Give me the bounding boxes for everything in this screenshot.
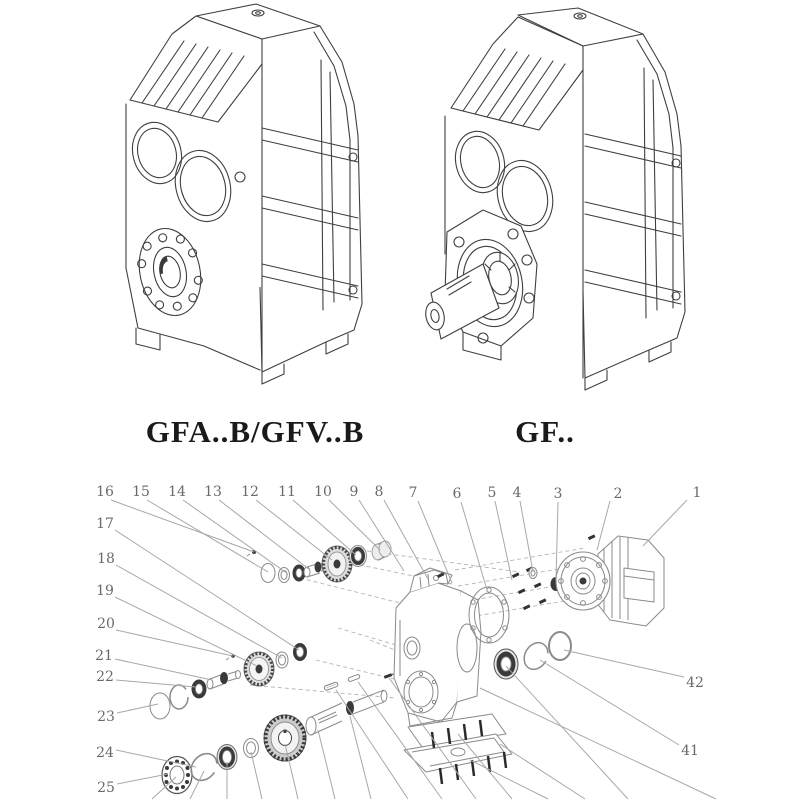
callout-number-10: 10 bbox=[314, 484, 332, 500]
leader-line-14 bbox=[183, 500, 288, 574]
callout-number-20: 20 bbox=[97, 616, 115, 632]
callout-number-18: 18 bbox=[97, 551, 115, 567]
leader-line-6 bbox=[461, 502, 487, 590]
callout-number-2: 2 bbox=[613, 486, 623, 502]
leader-line-17 bbox=[115, 530, 299, 650]
gearbox-drawing-gfab bbox=[108, 2, 398, 398]
bearing bbox=[293, 643, 307, 661]
input-bore-1 bbox=[449, 126, 511, 198]
bearing bbox=[293, 565, 306, 582]
washer bbox=[529, 568, 537, 579]
leader-line-42 bbox=[564, 650, 684, 677]
callout-number-25: 25 bbox=[97, 780, 115, 796]
leader-line bbox=[350, 716, 371, 799]
projection-line bbox=[250, 685, 395, 698]
base-plate bbox=[404, 734, 512, 772]
callout-number-9: 9 bbox=[349, 484, 359, 500]
leader-line-8 bbox=[384, 500, 428, 579]
leader-line bbox=[251, 752, 262, 799]
snap-ring bbox=[519, 638, 552, 673]
o-ring bbox=[549, 632, 571, 660]
gearbox-housing-right bbox=[425, 8, 685, 390]
washer bbox=[244, 739, 259, 758]
callout-number-19: 19 bbox=[96, 583, 114, 599]
callout-number-6: 6 bbox=[452, 486, 462, 502]
output-shaft bbox=[306, 690, 387, 735]
leader-line-21 bbox=[115, 659, 212, 680]
seal-ring bbox=[150, 693, 170, 719]
leader-line-3 bbox=[556, 502, 558, 580]
end-cap bbox=[372, 541, 391, 560]
gearbox-drawing-gf bbox=[425, 2, 725, 398]
flange-gasket bbox=[469, 587, 509, 643]
leader-line-41 bbox=[540, 660, 679, 745]
leader-line-12 bbox=[256, 500, 332, 560]
leader-line bbox=[506, 666, 628, 799]
input-bore-2 bbox=[168, 144, 239, 228]
leader-line-2 bbox=[597, 501, 610, 550]
input-shaft-assembly bbox=[247, 541, 391, 583]
input-bore-1 bbox=[126, 117, 188, 189]
bearing bbox=[192, 680, 207, 699]
leader-line-22 bbox=[116, 680, 196, 687]
callout-number-42: 42 bbox=[686, 675, 704, 691]
callout-number-15: 15 bbox=[132, 484, 150, 500]
leader-line bbox=[470, 760, 548, 799]
helical-gear-mid bbox=[244, 652, 274, 686]
bearing bbox=[350, 546, 367, 567]
callout-number-11: 11 bbox=[278, 484, 296, 500]
leader-line-1 bbox=[643, 500, 687, 546]
snap-ring bbox=[170, 685, 188, 709]
callout-number-17: 17 bbox=[96, 516, 114, 532]
model-label-gf: GF.. bbox=[515, 414, 575, 449]
callout-number-16: 16 bbox=[96, 484, 114, 500]
helical-gear-small bbox=[322, 546, 352, 582]
callout-number-4: 4 bbox=[512, 485, 522, 501]
countershaft-assembly bbox=[150, 643, 307, 719]
model-label-gfab: GFA..B/GFV..B bbox=[145, 414, 365, 449]
leader-line-18 bbox=[116, 565, 282, 658]
leader-line bbox=[318, 730, 335, 799]
callout-number-22: 22 bbox=[96, 669, 114, 685]
key bbox=[324, 682, 339, 691]
leader-line-4 bbox=[520, 501, 533, 572]
leader-line-5 bbox=[495, 501, 512, 580]
leader-line-11 bbox=[293, 500, 356, 555]
hollow-shaft-flange bbox=[132, 223, 209, 322]
callout-number-23: 23 bbox=[97, 709, 115, 725]
leader-line-10 bbox=[329, 500, 380, 550]
gearbox-housing-left bbox=[126, 4, 362, 384]
callout-number-14: 14 bbox=[168, 484, 186, 500]
roller-bearing bbox=[162, 757, 192, 794]
callout-number-1: 1 bbox=[692, 485, 702, 501]
key bbox=[348, 674, 361, 682]
leader-line-20 bbox=[116, 630, 233, 656]
callout-number-13: 13 bbox=[204, 484, 222, 500]
seal-ring bbox=[261, 564, 275, 583]
leader-line-25 bbox=[117, 774, 168, 784]
leader-line-23 bbox=[117, 704, 158, 713]
motor-unit bbox=[556, 534, 664, 626]
callout-number-21: 21 bbox=[95, 648, 113, 664]
callout-number-3: 3 bbox=[553, 486, 563, 502]
motor-flange bbox=[556, 552, 610, 610]
leader-line bbox=[500, 744, 585, 799]
washer bbox=[276, 652, 288, 668]
washer bbox=[279, 568, 290, 583]
callout-number-5: 5 bbox=[487, 485, 497, 501]
callout-number-41: 41 bbox=[681, 743, 699, 759]
output-gear-large bbox=[264, 715, 306, 761]
leader-line-15 bbox=[147, 500, 268, 572]
callout-number-7: 7 bbox=[408, 485, 418, 501]
exploded-parts-diagram bbox=[0, 480, 800, 800]
leader-line-16 bbox=[111, 500, 254, 552]
callout-number-12: 12 bbox=[241, 484, 259, 500]
callout-number-8: 8 bbox=[374, 484, 384, 500]
callout-number-24: 24 bbox=[96, 745, 114, 761]
